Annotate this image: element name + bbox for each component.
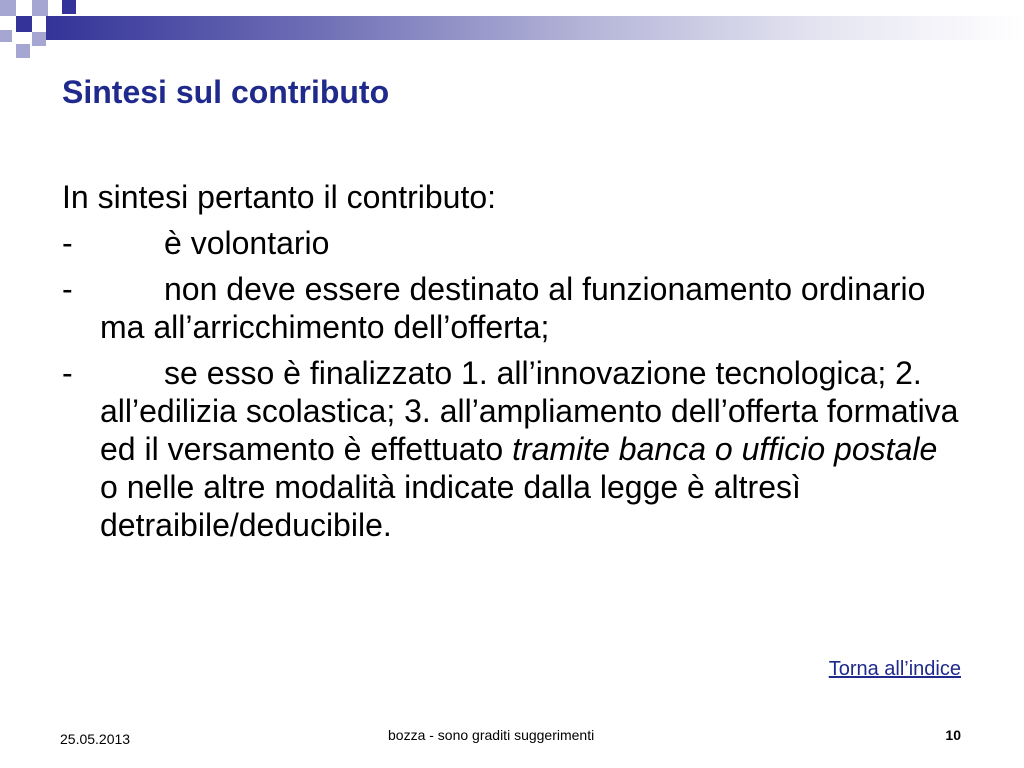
header-square-dark-1 [16, 16, 32, 32]
bullet-marker: - [62, 225, 73, 261]
bullet-text-italic: tramite banca o ufficio postale [512, 431, 938, 467]
bullet-marker: - [62, 271, 73, 307]
bullet-text: non deve essere destinato al funzionamento ordinario ma all’arricchimento dell’offerta; [100, 271, 926, 345]
bullet-item [62, 224, 962, 262]
header-square-dark-2 [62, 0, 76, 14]
back-to-index-link[interactable]: Torna all’indice [828, 658, 961, 680]
bullet-text-part2: o nelle altre modalità indicate dalla legge è altresì detraibile/deducibile. [100, 469, 801, 543]
slide-body [62, 178, 962, 552]
header-square-light-5 [0, 30, 12, 42]
bullet-text [100, 354, 962, 544]
header-gradient-bar [46, 16, 1024, 40]
bullet-text: è volontario [164, 225, 330, 261]
header-square-light-1 [0, 0, 16, 16]
footer-note: bozza - sono graditi suggerimenti [388, 727, 595, 743]
bullet-item [62, 270, 962, 346]
intro-text: In sintesi pertanto il contributo: [62, 179, 497, 215]
header-square-light-4 [16, 44, 30, 58]
header-square-light-3 [32, 32, 46, 46]
header-square-light-2 [32, 0, 48, 16]
slide-title: Sintesi sul contributo [62, 74, 390, 110]
footer-date: 25.05.2013 [60, 731, 131, 747]
page-number: 10 [945, 727, 961, 743]
bullet-text-part1: se esso è finalizzato 1. all’innovazione tecnologica; 2. all’edilizia scolastica; 3. all’ampliamento dell’offerta formativa ed il versamento è effettuato [100, 355, 959, 467]
bullet-marker: - [62, 355, 73, 391]
bullet-item [62, 354, 962, 544]
